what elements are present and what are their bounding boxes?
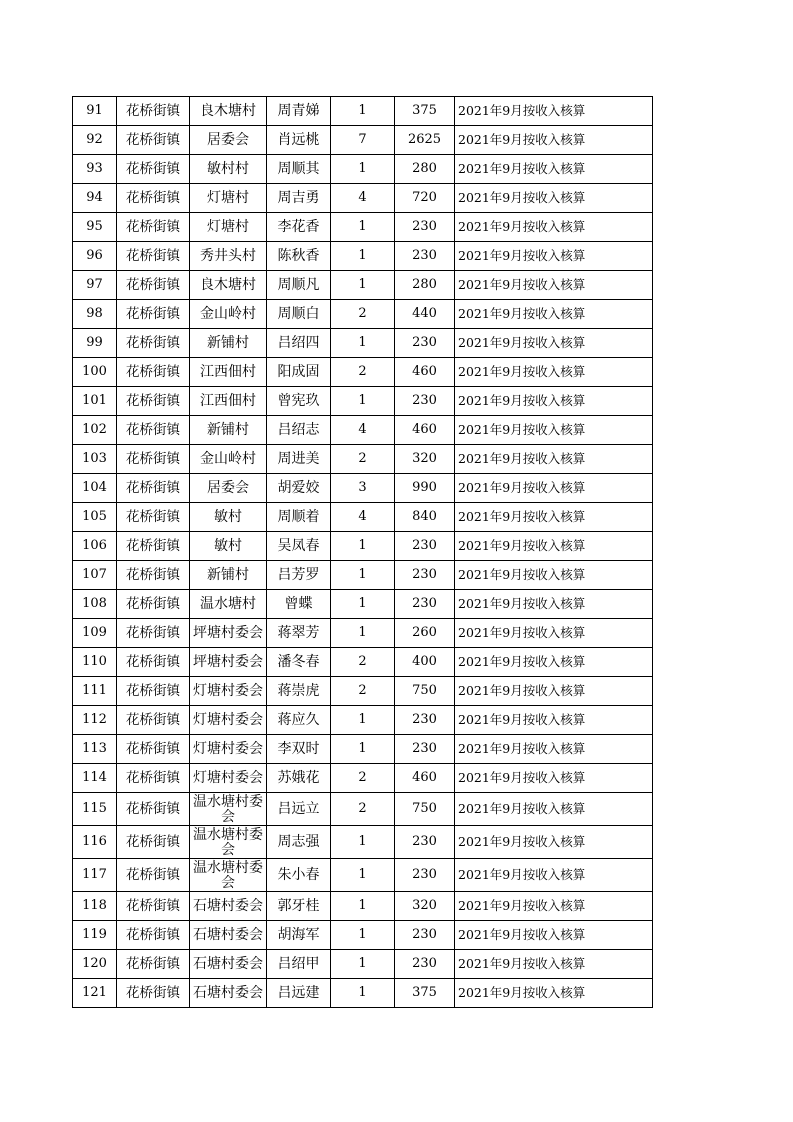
row-number-cell: 99 <box>73 329 117 358</box>
village-cell: 敏村 <box>190 503 267 532</box>
name-cell: 胡海军 <box>267 921 331 950</box>
row-number-cell: 117 <box>73 859 117 892</box>
household-count-cell: 1 <box>331 826 395 859</box>
table-row <box>73 826 653 859</box>
period-cell: 2021年9月按收入核算 <box>455 892 653 921</box>
amount-cell: 230 <box>395 950 455 979</box>
town-cell: 花桥街镇 <box>117 859 190 892</box>
village-cell: 灯塘村委会 <box>190 735 267 764</box>
household-count-cell: 2 <box>331 793 395 826</box>
town-cell: 花桥街镇 <box>117 445 190 474</box>
name-cell: 李双时 <box>267 735 331 764</box>
name-cell: 周顺着 <box>267 503 331 532</box>
town-cell: 花桥街镇 <box>117 387 190 416</box>
name-cell: 吴凤春 <box>267 532 331 561</box>
table-row <box>73 677 653 706</box>
table-row <box>73 416 653 445</box>
town-cell: 花桥街镇 <box>117 300 190 329</box>
name-cell: 周顺凡 <box>267 271 331 300</box>
village-cell: 良木塘村 <box>190 97 267 126</box>
household-count-cell: 1 <box>331 950 395 979</box>
village-cell: 灯塘村委会 <box>190 764 267 793</box>
period-cell: 2021年9月按收入核算 <box>455 126 653 155</box>
row-number-cell: 97 <box>73 271 117 300</box>
name-cell: 吕远立 <box>267 793 331 826</box>
household-count-cell: 4 <box>331 503 395 532</box>
household-count-cell: 7 <box>331 126 395 155</box>
village-cell: 灯塘村委会 <box>190 706 267 735</box>
amount-cell: 230 <box>395 242 455 271</box>
town-cell: 花桥街镇 <box>117 271 190 300</box>
household-count-cell: 4 <box>331 184 395 213</box>
amount-cell: 320 <box>395 445 455 474</box>
town-cell: 花桥街镇 <box>117 184 190 213</box>
village-cell: 石塘村委会 <box>190 979 267 1008</box>
village-cell: 石塘村委会 <box>190 892 267 921</box>
row-number-cell: 92 <box>73 126 117 155</box>
row-number-cell: 105 <box>73 503 117 532</box>
amount-cell: 320 <box>395 892 455 921</box>
household-count-cell: 2 <box>331 764 395 793</box>
town-cell: 花桥街镇 <box>117 503 190 532</box>
village-cell: 新铺村 <box>190 561 267 590</box>
period-cell: 2021年9月按收入核算 <box>455 532 653 561</box>
period-cell: 2021年9月按收入核算 <box>455 793 653 826</box>
name-cell: 胡爱姣 <box>267 474 331 503</box>
period-cell: 2021年9月按收入核算 <box>455 213 653 242</box>
period-cell: 2021年9月按收入核算 <box>455 358 653 387</box>
period-cell: 2021年9月按收入核算 <box>455 416 653 445</box>
period-cell: 2021年9月按收入核算 <box>455 764 653 793</box>
period-cell: 2021年9月按收入核算 <box>455 950 653 979</box>
household-count-cell: 1 <box>331 155 395 184</box>
village-cell: 坪塘村委会 <box>190 619 267 648</box>
row-number-cell: 110 <box>73 648 117 677</box>
village-cell: 温水塘村委会 <box>190 793 267 826</box>
row-number-cell: 116 <box>73 826 117 859</box>
amount-cell: 460 <box>395 358 455 387</box>
table-row <box>73 532 653 561</box>
village-cell: 敏村 <box>190 532 267 561</box>
period-cell: 2021年9月按收入核算 <box>455 387 653 416</box>
relief-table <box>72 96 653 1008</box>
amount-cell: 400 <box>395 648 455 677</box>
table-row <box>73 590 653 619</box>
period-cell: 2021年9月按收入核算 <box>455 677 653 706</box>
amount-cell: 2625 <box>395 126 455 155</box>
household-count-cell: 1 <box>331 735 395 764</box>
period-cell: 2021年9月按收入核算 <box>455 590 653 619</box>
village-cell: 灯塘村委会 <box>190 677 267 706</box>
town-cell: 花桥街镇 <box>117 648 190 677</box>
table-row <box>73 271 653 300</box>
table-row <box>73 619 653 648</box>
name-cell: 蒋应久 <box>267 706 331 735</box>
town-cell: 花桥街镇 <box>117 532 190 561</box>
name-cell: 吕远建 <box>267 979 331 1008</box>
table-row <box>73 445 653 474</box>
household-count-cell: 2 <box>331 300 395 329</box>
row-number-cell: 107 <box>73 561 117 590</box>
household-count-cell: 2 <box>331 648 395 677</box>
row-number-cell: 93 <box>73 155 117 184</box>
amount-cell: 230 <box>395 706 455 735</box>
table-row <box>73 358 653 387</box>
row-number-cell: 115 <box>73 793 117 826</box>
row-number-cell: 111 <box>73 677 117 706</box>
table-row <box>73 735 653 764</box>
town-cell: 花桥街镇 <box>117 97 190 126</box>
village-cell: 秀井头村 <box>190 242 267 271</box>
amount-cell: 230 <box>395 921 455 950</box>
household-count-cell: 1 <box>331 921 395 950</box>
town-cell: 花桥街镇 <box>117 677 190 706</box>
town-cell: 花桥街镇 <box>117 950 190 979</box>
town-cell: 花桥街镇 <box>117 892 190 921</box>
amount-cell: 230 <box>395 213 455 242</box>
household-count-cell: 1 <box>331 859 395 892</box>
row-number-cell: 100 <box>73 358 117 387</box>
amount-cell: 460 <box>395 764 455 793</box>
period-cell: 2021年9月按收入核算 <box>455 859 653 892</box>
name-cell: 曾宪玖 <box>267 387 331 416</box>
town-cell: 花桥街镇 <box>117 213 190 242</box>
village-cell: 新铺村 <box>190 416 267 445</box>
table-row <box>73 921 653 950</box>
table-row <box>73 474 653 503</box>
amount-cell: 720 <box>395 184 455 213</box>
row-number-cell: 120 <box>73 950 117 979</box>
amount-cell: 280 <box>395 155 455 184</box>
amount-cell: 750 <box>395 677 455 706</box>
amount-cell: 230 <box>395 561 455 590</box>
amount-cell: 375 <box>395 97 455 126</box>
town-cell: 花桥街镇 <box>117 979 190 1008</box>
town-cell: 花桥街镇 <box>117 793 190 826</box>
amount-cell: 230 <box>395 532 455 561</box>
table-row <box>73 126 653 155</box>
table-row <box>73 561 653 590</box>
household-count-cell: 2 <box>331 677 395 706</box>
period-cell: 2021年9月按收入核算 <box>455 706 653 735</box>
table-row <box>73 387 653 416</box>
period-cell: 2021年9月按收入核算 <box>455 735 653 764</box>
amount-cell: 440 <box>395 300 455 329</box>
amount-cell: 230 <box>395 826 455 859</box>
row-number-cell: 119 <box>73 921 117 950</box>
household-count-cell: 1 <box>331 329 395 358</box>
period-cell: 2021年9月按收入核算 <box>455 826 653 859</box>
row-number-cell: 109 <box>73 619 117 648</box>
village-cell: 居委会 <box>190 126 267 155</box>
town-cell: 花桥街镇 <box>117 619 190 648</box>
name-cell: 吕绍四 <box>267 329 331 358</box>
amount-cell: 230 <box>395 329 455 358</box>
name-cell: 吕芳罗 <box>267 561 331 590</box>
row-number-cell: 112 <box>73 706 117 735</box>
village-cell: 居委会 <box>190 474 267 503</box>
amount-cell: 230 <box>395 735 455 764</box>
row-number-cell: 108 <box>73 590 117 619</box>
row-number-cell: 113 <box>73 735 117 764</box>
name-cell: 周顺其 <box>267 155 331 184</box>
period-cell: 2021年9月按收入核算 <box>455 242 653 271</box>
amount-cell: 840 <box>395 503 455 532</box>
village-cell: 石塘村委会 <box>190 921 267 950</box>
household-count-cell: 1 <box>331 590 395 619</box>
household-count-cell: 2 <box>331 445 395 474</box>
town-cell: 花桥街镇 <box>117 561 190 590</box>
table-row <box>73 979 653 1008</box>
town-cell: 花桥街镇 <box>117 358 190 387</box>
household-count-cell: 1 <box>331 213 395 242</box>
village-cell: 温水塘村委会 <box>190 826 267 859</box>
table-row <box>73 329 653 358</box>
period-cell: 2021年9月按收入核算 <box>455 271 653 300</box>
table-row <box>73 503 653 532</box>
amount-cell: 280 <box>395 271 455 300</box>
village-cell: 灯塘村 <box>190 184 267 213</box>
name-cell: 吕绍志 <box>267 416 331 445</box>
table-row <box>73 950 653 979</box>
row-number-cell: 94 <box>73 184 117 213</box>
amount-cell: 230 <box>395 859 455 892</box>
name-cell: 朱小春 <box>267 859 331 892</box>
name-cell: 李花香 <box>267 213 331 242</box>
row-number-cell: 121 <box>73 979 117 1008</box>
period-cell: 2021年9月按收入核算 <box>455 979 653 1008</box>
amount-cell: 375 <box>395 979 455 1008</box>
name-cell: 苏娥花 <box>267 764 331 793</box>
town-cell: 花桥街镇 <box>117 706 190 735</box>
town-cell: 花桥街镇 <box>117 329 190 358</box>
village-cell: 江西佃村 <box>190 387 267 416</box>
village-cell: 坪塘村委会 <box>190 648 267 677</box>
village-cell: 江西佃村 <box>190 358 267 387</box>
name-cell: 蒋崇虎 <box>267 677 331 706</box>
name-cell: 潘冬春 <box>267 648 331 677</box>
town-cell: 花桥街镇 <box>117 474 190 503</box>
name-cell: 周青娣 <box>267 97 331 126</box>
amount-cell: 230 <box>395 387 455 416</box>
row-number-cell: 114 <box>73 764 117 793</box>
row-number-cell: 96 <box>73 242 117 271</box>
household-count-cell: 1 <box>331 979 395 1008</box>
table-row <box>73 184 653 213</box>
village-cell: 温水塘村委会 <box>190 859 267 892</box>
table-row <box>73 892 653 921</box>
table-row <box>73 793 653 826</box>
village-cell: 灯塘村 <box>190 213 267 242</box>
amount-cell: 260 <box>395 619 455 648</box>
name-cell: 周吉勇 <box>267 184 331 213</box>
town-cell: 花桥街镇 <box>117 416 190 445</box>
name-cell: 周志强 <box>267 826 331 859</box>
household-count-cell: 1 <box>331 97 395 126</box>
table-row <box>73 300 653 329</box>
period-cell: 2021年9月按收入核算 <box>455 648 653 677</box>
village-cell: 金山岭村 <box>190 300 267 329</box>
period-cell: 2021年9月按收入核算 <box>455 474 653 503</box>
household-count-cell: 2 <box>331 358 395 387</box>
name-cell: 蒋翠芳 <box>267 619 331 648</box>
row-number-cell: 91 <box>73 97 117 126</box>
period-cell: 2021年9月按收入核算 <box>455 300 653 329</box>
name-cell: 肖远桃 <box>267 126 331 155</box>
household-count-cell: 1 <box>331 532 395 561</box>
period-cell: 2021年9月按收入核算 <box>455 155 653 184</box>
period-cell: 2021年9月按收入核算 <box>455 329 653 358</box>
table-row <box>73 764 653 793</box>
row-number-cell: 101 <box>73 387 117 416</box>
row-number-cell: 103 <box>73 445 117 474</box>
town-cell: 花桥街镇 <box>117 126 190 155</box>
table-row <box>73 97 653 126</box>
village-cell: 温水塘村 <box>190 590 267 619</box>
village-cell: 金山岭村 <box>190 445 267 474</box>
row-number-cell: 118 <box>73 892 117 921</box>
town-cell: 花桥街镇 <box>117 764 190 793</box>
amount-cell: 460 <box>395 416 455 445</box>
village-cell: 敏村村 <box>190 155 267 184</box>
table-row <box>73 648 653 677</box>
name-cell: 周进美 <box>267 445 331 474</box>
town-cell: 花桥街镇 <box>117 590 190 619</box>
town-cell: 花桥街镇 <box>117 921 190 950</box>
town-cell: 花桥街镇 <box>117 242 190 271</box>
period-cell: 2021年9月按收入核算 <box>455 97 653 126</box>
table-row <box>73 706 653 735</box>
town-cell: 花桥街镇 <box>117 735 190 764</box>
row-number-cell: 104 <box>73 474 117 503</box>
period-cell: 2021年9月按收入核算 <box>455 619 653 648</box>
name-cell: 阳成固 <box>267 358 331 387</box>
household-count-cell: 1 <box>331 706 395 735</box>
row-number-cell: 95 <box>73 213 117 242</box>
name-cell: 吕绍甲 <box>267 950 331 979</box>
row-number-cell: 98 <box>73 300 117 329</box>
table-row <box>73 213 653 242</box>
village-cell: 新铺村 <box>190 329 267 358</box>
table-row <box>73 859 653 892</box>
period-cell: 2021年9月按收入核算 <box>455 921 653 950</box>
household-count-cell: 1 <box>331 892 395 921</box>
row-number-cell: 102 <box>73 416 117 445</box>
household-count-cell: 1 <box>331 619 395 648</box>
household-count-cell: 4 <box>331 416 395 445</box>
table-body <box>73 97 653 1008</box>
period-cell: 2021年9月按收入核算 <box>455 561 653 590</box>
amount-cell: 750 <box>395 793 455 826</box>
period-cell: 2021年9月按收入核算 <box>455 184 653 213</box>
row-number-cell: 106 <box>73 532 117 561</box>
period-cell: 2021年9月按收入核算 <box>455 445 653 474</box>
village-cell: 良木塘村 <box>190 271 267 300</box>
amount-cell: 230 <box>395 590 455 619</box>
town-cell: 花桥街镇 <box>117 826 190 859</box>
household-count-cell: 1 <box>331 387 395 416</box>
household-count-cell: 1 <box>331 561 395 590</box>
household-count-cell: 1 <box>331 242 395 271</box>
household-count-cell: 1 <box>331 271 395 300</box>
name-cell: 郭牙桂 <box>267 892 331 921</box>
name-cell: 周顺白 <box>267 300 331 329</box>
table-row <box>73 242 653 271</box>
town-cell: 花桥街镇 <box>117 155 190 184</box>
village-cell: 石塘村委会 <box>190 950 267 979</box>
table-row <box>73 155 653 184</box>
amount-cell: 990 <box>395 474 455 503</box>
name-cell: 曾蝶 <box>267 590 331 619</box>
name-cell: 陈秋香 <box>267 242 331 271</box>
household-count-cell: 3 <box>331 474 395 503</box>
period-cell: 2021年9月按收入核算 <box>455 503 653 532</box>
